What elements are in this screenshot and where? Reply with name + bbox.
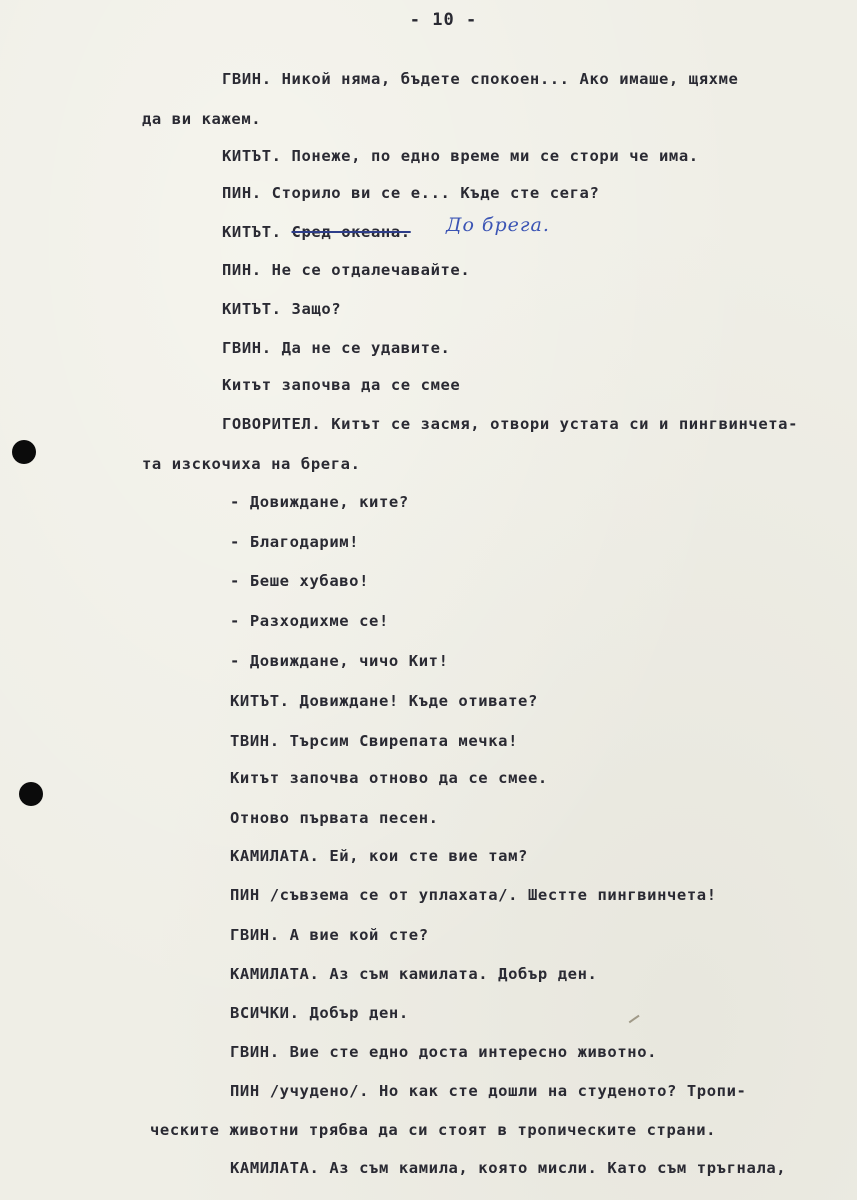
text-line: КАМИЛАТА. Аз съм камилата. Добър ден. — [230, 965, 598, 983]
struck-text: Сред океана. — [291, 223, 411, 241]
text-line — [222, 222, 411, 242]
text-line: Китът започва да се смее — [222, 376, 461, 394]
text-line: ПИН /съвзема се от уплахата/. Шестте пингвинчета! — [230, 886, 717, 904]
text-line: КИТЪТ. Довиждане! Къде отивате? — [230, 692, 538, 710]
text-line: - Довиждане, чичо Кит! — [230, 652, 449, 670]
text-line: КАМИЛАТА. Аз съм камила, която мисли. Като съм тръгнала, — [230, 1159, 787, 1177]
text-line: да ви кажем. — [142, 110, 262, 128]
text-line: ГВИН. Никой няма, бъдете спокоен... Ако имаше, щяхме — [222, 70, 739, 88]
text-line: КИТЪТ. Понеже, по едно време ми се стори че има. — [222, 147, 699, 165]
text-line: КИТЪТ. Защо? — [222, 300, 342, 318]
text-line: ГОВОРИТЕЛ. Китът се засмя, отвори устата си и пингвинчета- — [222, 415, 799, 433]
text-line: - Довиждане, ките? — [230, 493, 409, 511]
text-line: ГВИН. А вие кой сте? — [230, 926, 429, 944]
text-line: ГВИН. Вие сте едно доста интересно животно. — [230, 1043, 658, 1061]
text-line: ТВИН. Търсим Свирепата мечка! — [230, 732, 519, 750]
punch-hole — [12, 440, 36, 464]
text-line: - Беше хубаво! — [230, 572, 370, 590]
text-line: ГВИН. Да не се удавите. — [222, 339, 451, 357]
text-line: Отново първата песен. — [230, 809, 439, 827]
text-line: ВСИЧКИ. Добър ден. — [230, 1004, 409, 1022]
text-line: ПИН. Сторило ви се е... Къде сте сега? — [222, 184, 600, 202]
text-line: ПИН /учудено/. Но как сте дошли на студеното? Тропи- — [230, 1082, 747, 1100]
text-line: КАМИЛАТА. Ей, кои сте вие там? — [230, 847, 528, 865]
text-line: - Благодарим! — [230, 533, 360, 551]
text-line: ПИН. Не се отдалечавайте. — [222, 261, 471, 279]
speaker-label: КИТЪТ. — [222, 223, 282, 241]
text-line: Китът започва отново да се смее. — [230, 769, 548, 787]
punch-hole — [19, 782, 43, 806]
pencil-mark — [629, 1015, 640, 1023]
text-line: ческите животни трябва да си стоят в тропическите страни. — [150, 1121, 717, 1139]
text-line: - Разходихме се! — [230, 612, 389, 630]
page-number: - 10 - — [409, 10, 478, 30]
text-line: та изскочиха на брега. — [142, 455, 361, 473]
handwritten-correction: До брега. — [446, 214, 550, 236]
